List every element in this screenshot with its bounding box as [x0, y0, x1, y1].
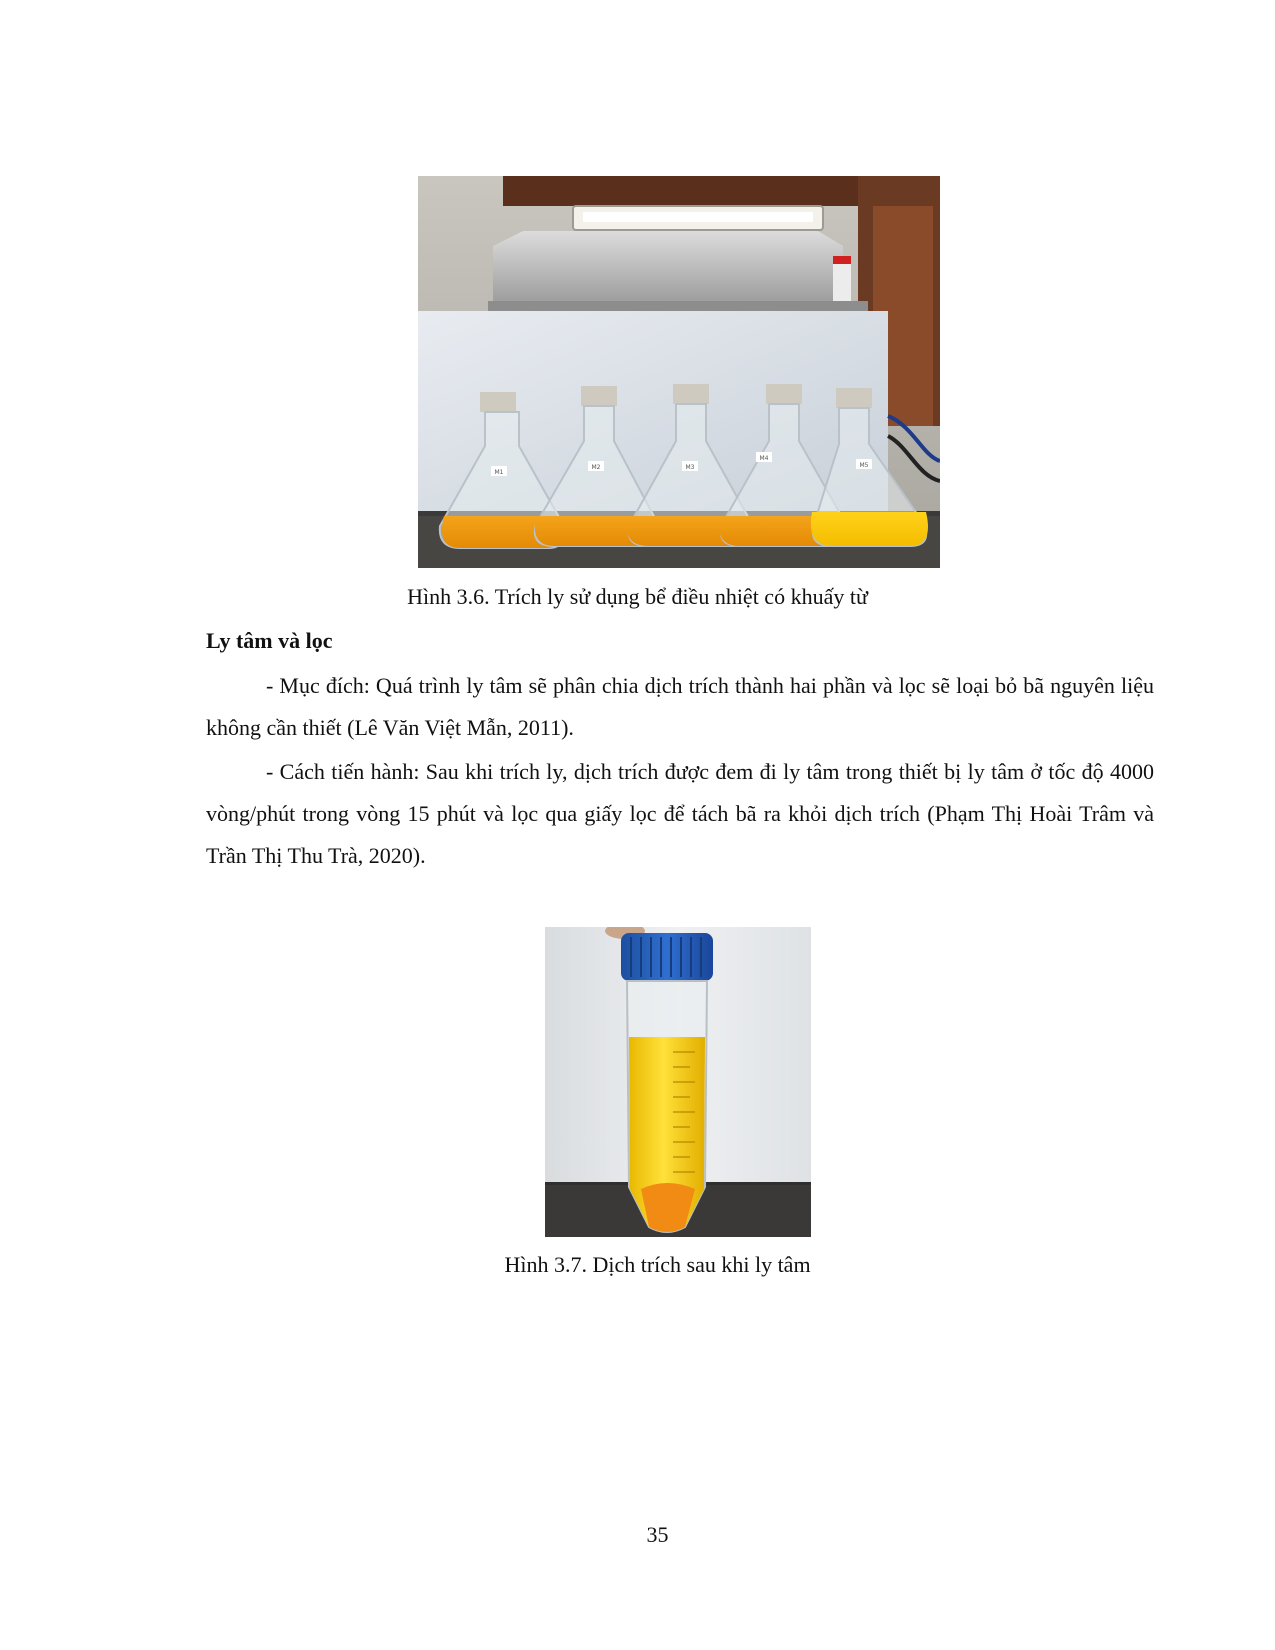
figure-3-7-caption: Hình 3.7. Dịch trích sau khi ly tâm: [504, 1252, 811, 1277]
flask-label-m5: M5: [859, 462, 869, 469]
figure-3-7-photo: [545, 927, 811, 1237]
figure-3-6-photo: [418, 176, 940, 568]
flask-label-m1: M1: [494, 469, 504, 476]
figure-3-6-caption: Hình 3.6. Trích ly sử dụng bể điều nhiệt có khuấy từ: [407, 584, 868, 609]
page-number: 35: [646, 1522, 669, 1547]
flask-label-m2: M2: [591, 464, 601, 471]
paragraph-purpose: - Mục đích: Quá trình ly tâm sẽ phân chia dịch trích thành hai phần và lọc sẽ loại bỏ bã nguyên liệu không cần thiết (Lê Văn Việt Mẫn, 2011).: [206, 673, 1154, 740]
section-heading: Ly tâm và lọc: [206, 628, 333, 653]
paragraph-procedure: - Cách tiến hành: Sau khi trích ly, dịch trích được đem đi ly tâm trong thiết bị ly tâm ở tốc độ 4000 vòng/phút trong vòng 15 phút và lọc qua giấy lọc để tách bã ra khỏi dịch trích (Phạm Thị Hoài Trâm và Trần Thị Thu Trà, 2020).: [206, 759, 1154, 868]
flask-label-m4: M4: [759, 455, 769, 462]
flask-label-m3: M3: [685, 464, 695, 471]
